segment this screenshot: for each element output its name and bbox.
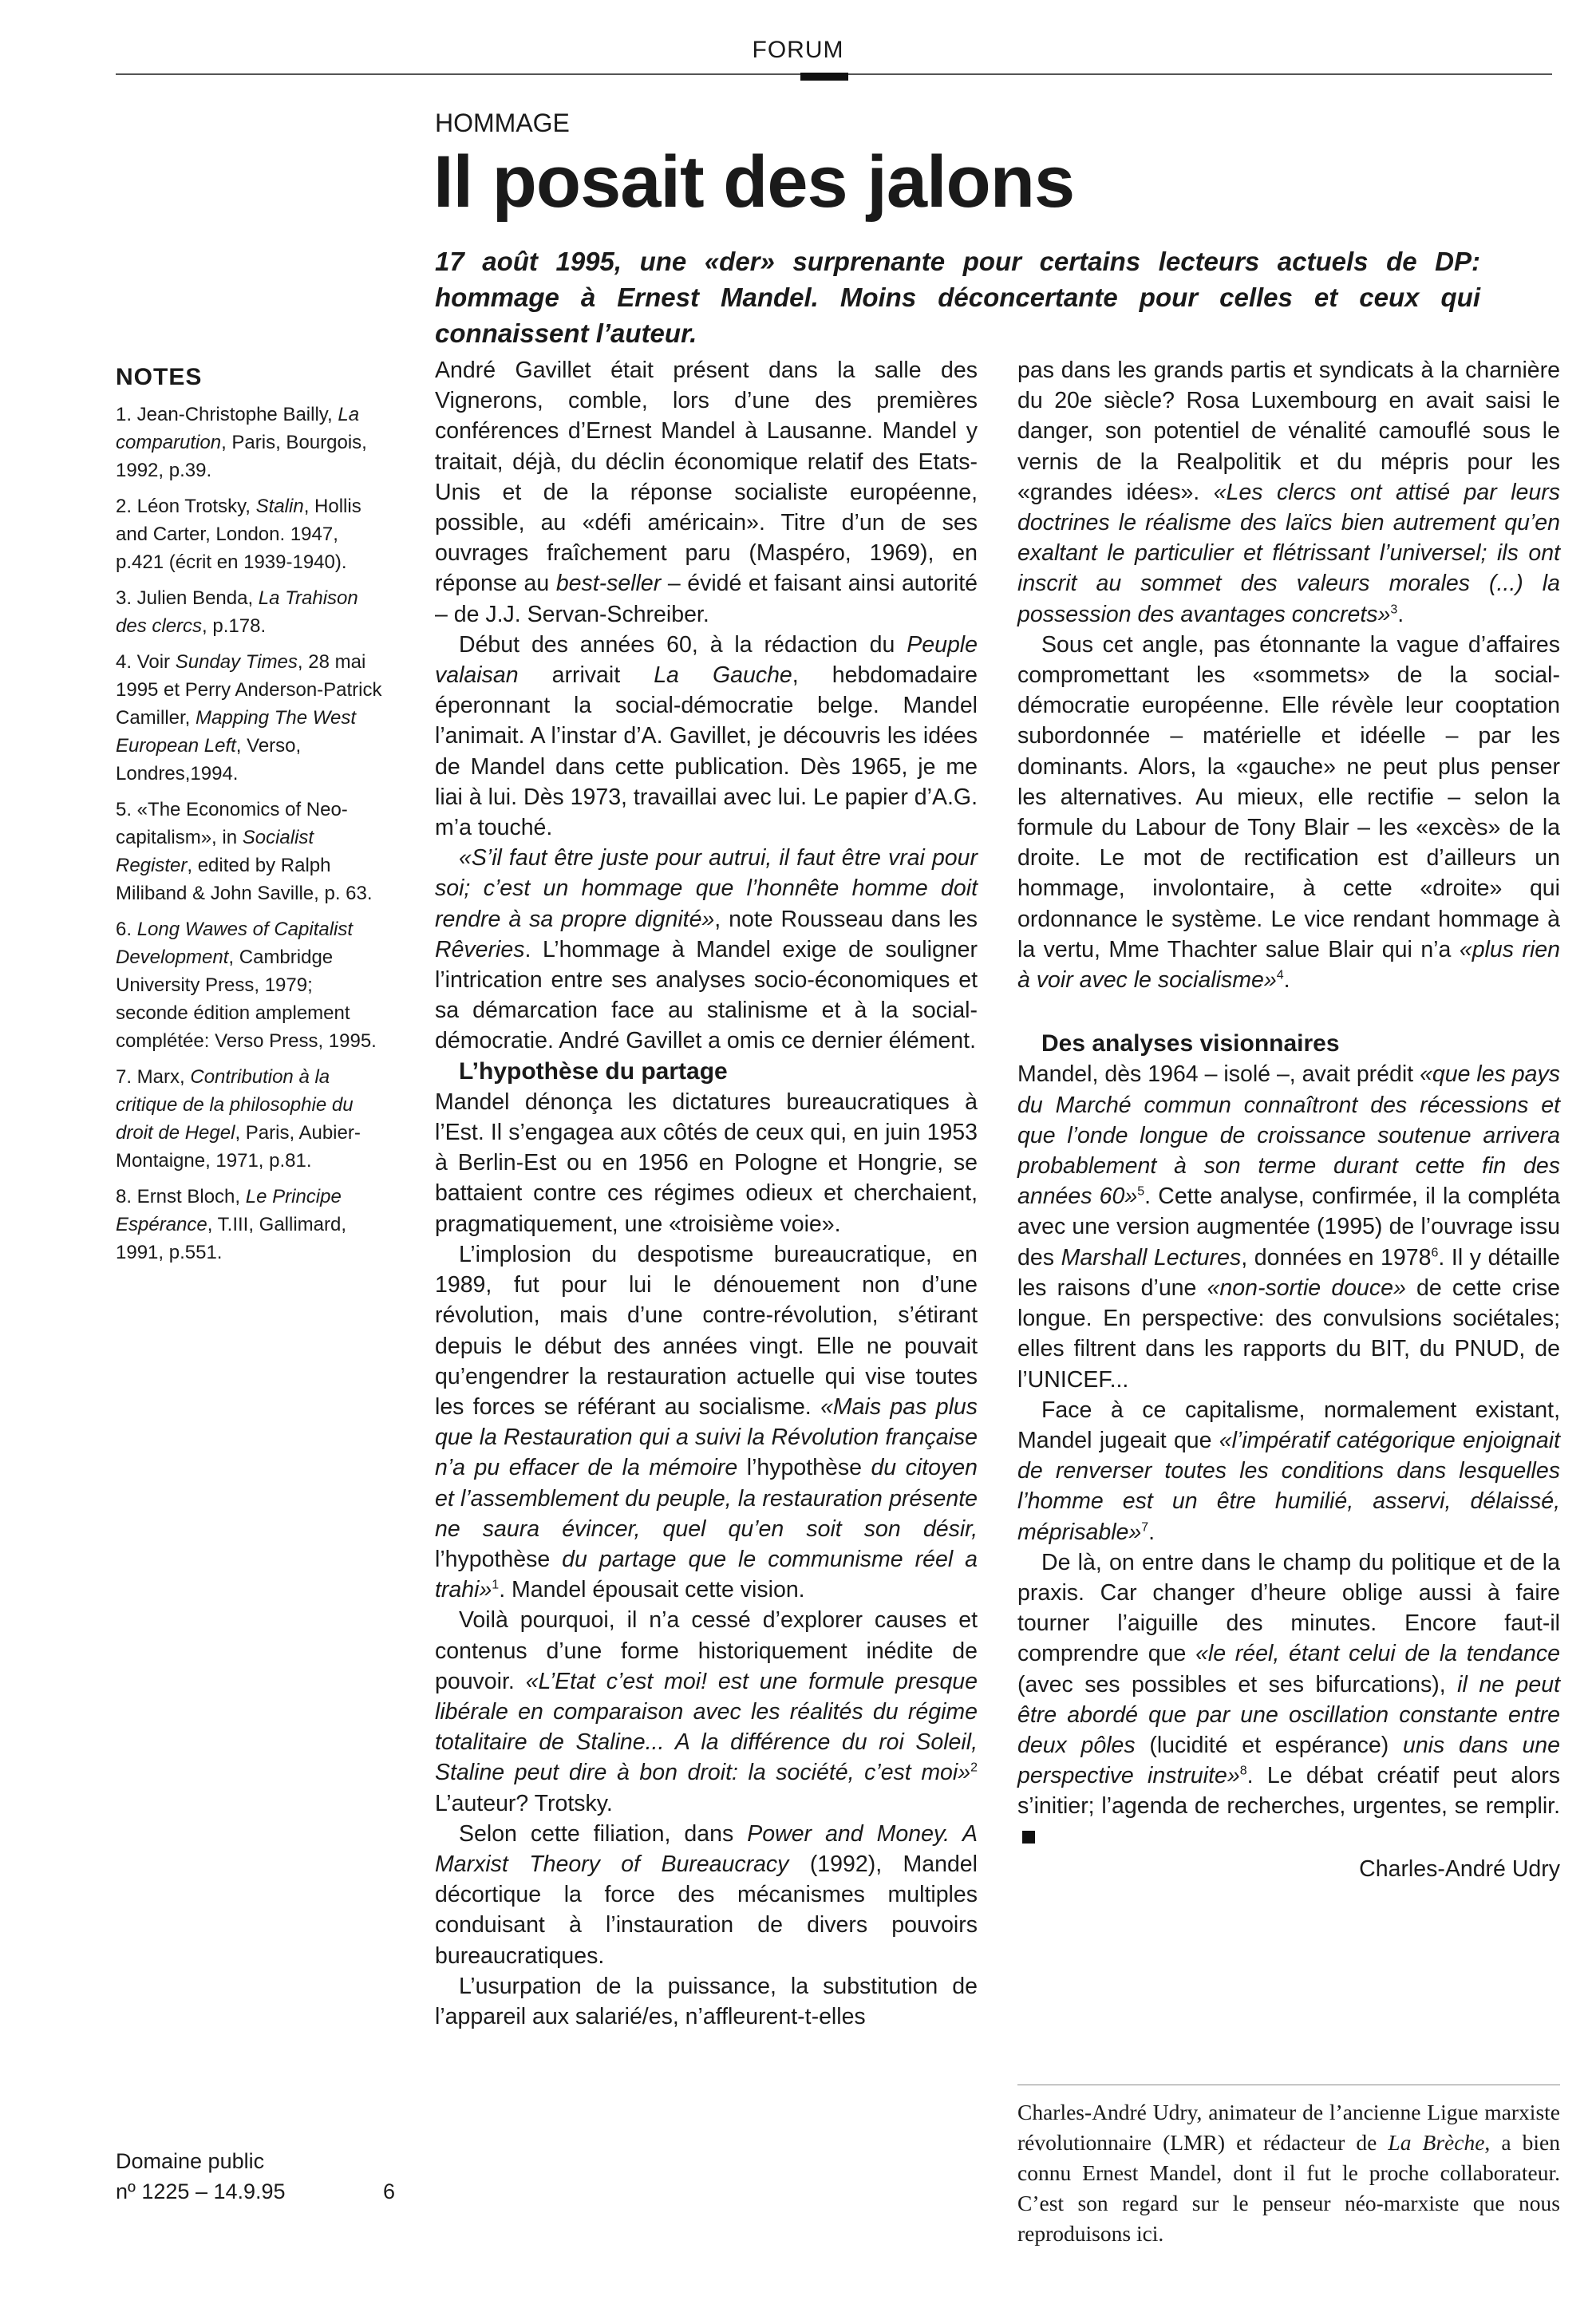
body-paragraph: André Gavillet était présent dans la salle des Vignerons, comble, lors d’une des premières conférences d’Ernest Mandel à Lausanne. Mandel y traitait, déjà, du déclin économique relatif des Etats-Unis et de la réponse socialiste européenne, possible, au «défi américain». Titre d’un de ses ouvrages fraîchement paru (Maspéro, 1969), en réponse au best-seller – évidé et faisant ainsi autorité – de J.J. Servan-Schreiber. (435, 358, 978, 627)
note-item: 8. Ernst Bloch, Le Principe Espérance, T.III, Gallimard, 1991, p.551. (116, 1186, 347, 1263)
body-paragraph: Selon cette filiation, dans Power and Money. A Marxist Theory of Bureaucracy (1992), Mandel décortique la force des mécanismes multiples conduisant à l’instauration de divers pouvoirs bureaucratiques. (435, 1820, 978, 1969)
body-paragraph: Face à ce capitalisme, normalement existant, Mandel jugeait que «l’impératif catégorique enjoignait de renverser toutes les conditions dans lesquelles l’homme est un être humilié, asservi, délaissé, méprisable»$^7$. (1017, 1397, 1560, 1545)
body-paragraph: De là, on entre dans le champ du politique et de la praxis. Car changer d’heure oblige aussi à faire tourner l’aiguille des minutes. Encore faut-il comprendre que «le réel, étant celui de la tendance (avec ses possibles et ses bifurcations), il ne peut être abordé que par une oscillation constante entre deux pôles (lucidité et espérance) unis dans une perspective instruite»$^8$. Le débat créatif peut alors s’initier; l’agenda de recherches, urgentes, se remplir. (1017, 1547, 1560, 1852)
body-paragraph: Sous cet angle, pas étonnante la vague d’affaires compromettant les «sommets» de la social-démocratie européenne. Elle révèle leur cooptation subordonnée – matérielle et idéelle – par les dominants. Alors, la «gauche» ne peut plus penser les alternatives. Au mieux, elle rectifie – selon la formule du Labour de Tony Blair – les «excès» de la droite. Le mot de rectification est d’ailleurs un hommage, involontaire, à cette «droite» qui ordonnance le système. Le vice rendant hommage à la vertu, Mme Thachter salue Blair qui n’a «plus rien à voir avec le socialisme»$^4$. (1017, 631, 1561, 994)
note-item: 1. Jean-Christophe Bailly, La comparution, Paris, Bourgois, 1992, p.39. (116, 404, 367, 481)
section-label: FORUM (752, 37, 844, 63)
body-paragraph: L’usurpation de la puissance, la substitution de l’appareil aux salarié/es, n’affleurent-t-elles (435, 1973, 978, 2029)
body-paragraph: «S’il faut être juste pour autrui, il faut être vrai pour soi; c’est un hommage que l’honnête homme doit rendre à sa propre dignité», note Rousseau dans les Rêveries. L’hommage à Mandel exige de souligner l’intrication entre ses analyses socio-économiques et sa démarcation face au stalinisme et à la social-démocratie. André Gavillet a omis ce dernier élément. (435, 845, 978, 1054)
body-column-right (1017, 355, 1560, 1884)
article-title: Il posait des jalons (433, 141, 1075, 223)
body-paragraph: Mandel dénonça les dictatures bureaucratiques à l’Est. Il s’engagea aux côtés de ceux qui, en juin 1953 à Berlin-Est ou en 1956 en Pologne et Hongrie, se battaient contre ces régimes odieux et cherchaient, pragmatiquement, une «troisième voie». (435, 1089, 978, 1237)
author-signature: Charles-André Udry (1359, 1855, 1560, 1882)
note-item: 5. «The Economics of Neo-capitalism», in Socialist Register, edited by Ralph Miliband & John Saville, p. 63. (116, 799, 373, 904)
article-lead: 17 août 1995, une «der» surprenante pour certains lecteurs actuels de DP: hommage à Ernest Mandel. Moins déconcertante pour celles et ceux qui connaissent l’auteur. (435, 247, 1480, 348)
end-of-article-mark (1022, 1831, 1035, 1844)
subheading: L’hypothèse du partage (459, 1057, 728, 1085)
page-number: 6 (383, 2179, 396, 2203)
body-paragraph: L’implosion du despotisme bureaucratique, en 1989, fut pour lui le dénouement non d’une révolution, mais d’une contre-révolution, s’étirant depuis le début des années vingt. Elle ne pouvait qu’engendrer la restauration actuelle qui vise toutes les forces se référant au socialisme. «Mais pas plus que la Restauration qui a suivi la Révolution française n’a pu effacer de la mémoire l’hypothèse du citoyen et l’assemblement du peuple, la restauration présente ne saura évincer, quel qu’en soit son désir, l’hypothèse du partage que le communisme réel a trahi»$^1$. Mandel épousait cette vision. (435, 1241, 978, 1603)
note-item: 2. Léon Trotsky, Stalin, Hollis and Carter, London. 1947, p.421 (écrit en 1939-1940). (116, 496, 361, 573)
notes-column (116, 363, 387, 1274)
issue-date: nº 1225 – 14.9.95 (116, 2179, 286, 2203)
notes-list (116, 401, 387, 1267)
body-paragraph-continued: pas dans les grands partis et syndicats à la charnière du 20e siècle? Rosa Luxembourg en avait saisi le danger, son potentiel de vénalité camouflé sous le vernis de la Realpolitik et du mépris pour les «grandes idées». «Les clercs ont attisé par leurs doctrines le réalisme des laïcs bien autrement qu’en exaltant le particulier et flétrissant l’universel; ils ont inscrit au sommet des valeurs morales (...) la possession des avantages concrets»$^3$. (1017, 358, 1560, 627)
body-column-middle (435, 355, 978, 2032)
body-paragraph: Mandel, dès 1964 – isolé –, avait prédit «que les pays du Marché commun connaîtront des récessions et que l’onde longue de croissance soutenue arrivera probablement à son terme durant cette fin des années 60»$^5$. Cette analyse, confirmée, il la compléta avec une version augmentée (1995) de l’ouvrage issu des Marshall Lectures, données en 1978$^6$. Il y détaille les raisons d’une «non-sortie douce» de cette crise longue. En perspective: des convulsions sociétales; elles filtrent dans les rapports du BIT, du PNUD, de l’UNICEF... (1017, 1061, 1561, 1393)
note-item: 3. Julien Benda, La Trahison des clercs, p.178. (116, 587, 358, 637)
body-paragraph: Voilà pourquoi, il n’a cessé d’explorer causes et contenus d’une forme historiquement inédite de pouvoir. «L’Etat c’est moi! est une formule presque libérale en comparaison avec les réalités du régime totalitaire de Staline... A la différence du roi Soleil, Staline peut dire à bon droit: la société, c’est moi»$^2$ L’auteur? Trotsky. (435, 1607, 978, 1816)
author-bio: Charles-André Udry, animateur de l’ancienne Ligue marxiste révolutionnaire (LMR) et rédacteur de La Brèche, a bien connu Ernest Mandel, dont il fut le proche collaborateur. C’est son regard sur le penseur néo-marxiste que nous reproduisons ici. (1017, 2100, 1560, 2246)
note-item: 7. Marx, Contribution à la critique de la philosophie du droit de Hegel, Paris, Aubier-Montaigne, 1971, p.81. (116, 1066, 361, 1172)
subheading: Des analyses visionnaires (1041, 1030, 1340, 1057)
note-item: 4. Voir Sunday Times, 28 mai 1995 et Perry Anderson-Patrick Camiller, Mapping The West European Left, Verso, Londres,1994. (116, 651, 382, 784)
note-item: 6. Long Wawes of Capitalist Development, Cambridge University Press, 1979; seconde édition amplement complétée: Verso Press, 1995. (116, 919, 377, 1052)
article-kicker: HOMMAGE (435, 109, 570, 137)
section-tab-marker (800, 73, 848, 81)
body-paragraph: Début des années 60, à la rédaction du Peuple valaisan arrivait La Gauche, hebdomadaire éperonnant la social-démocratie belge. Mandel l’animait. A l’instar d’A. Gavillet, je découvris les idées de Mandel dans cette publication. Dès 1965, je me liai à lui. Dès 1973, travaillai avec lui. Le papier d’A.G. m’a touché. (435, 631, 978, 841)
publication-name: Domaine public (116, 2149, 265, 2173)
notes-title: NOTES (116, 364, 203, 390)
